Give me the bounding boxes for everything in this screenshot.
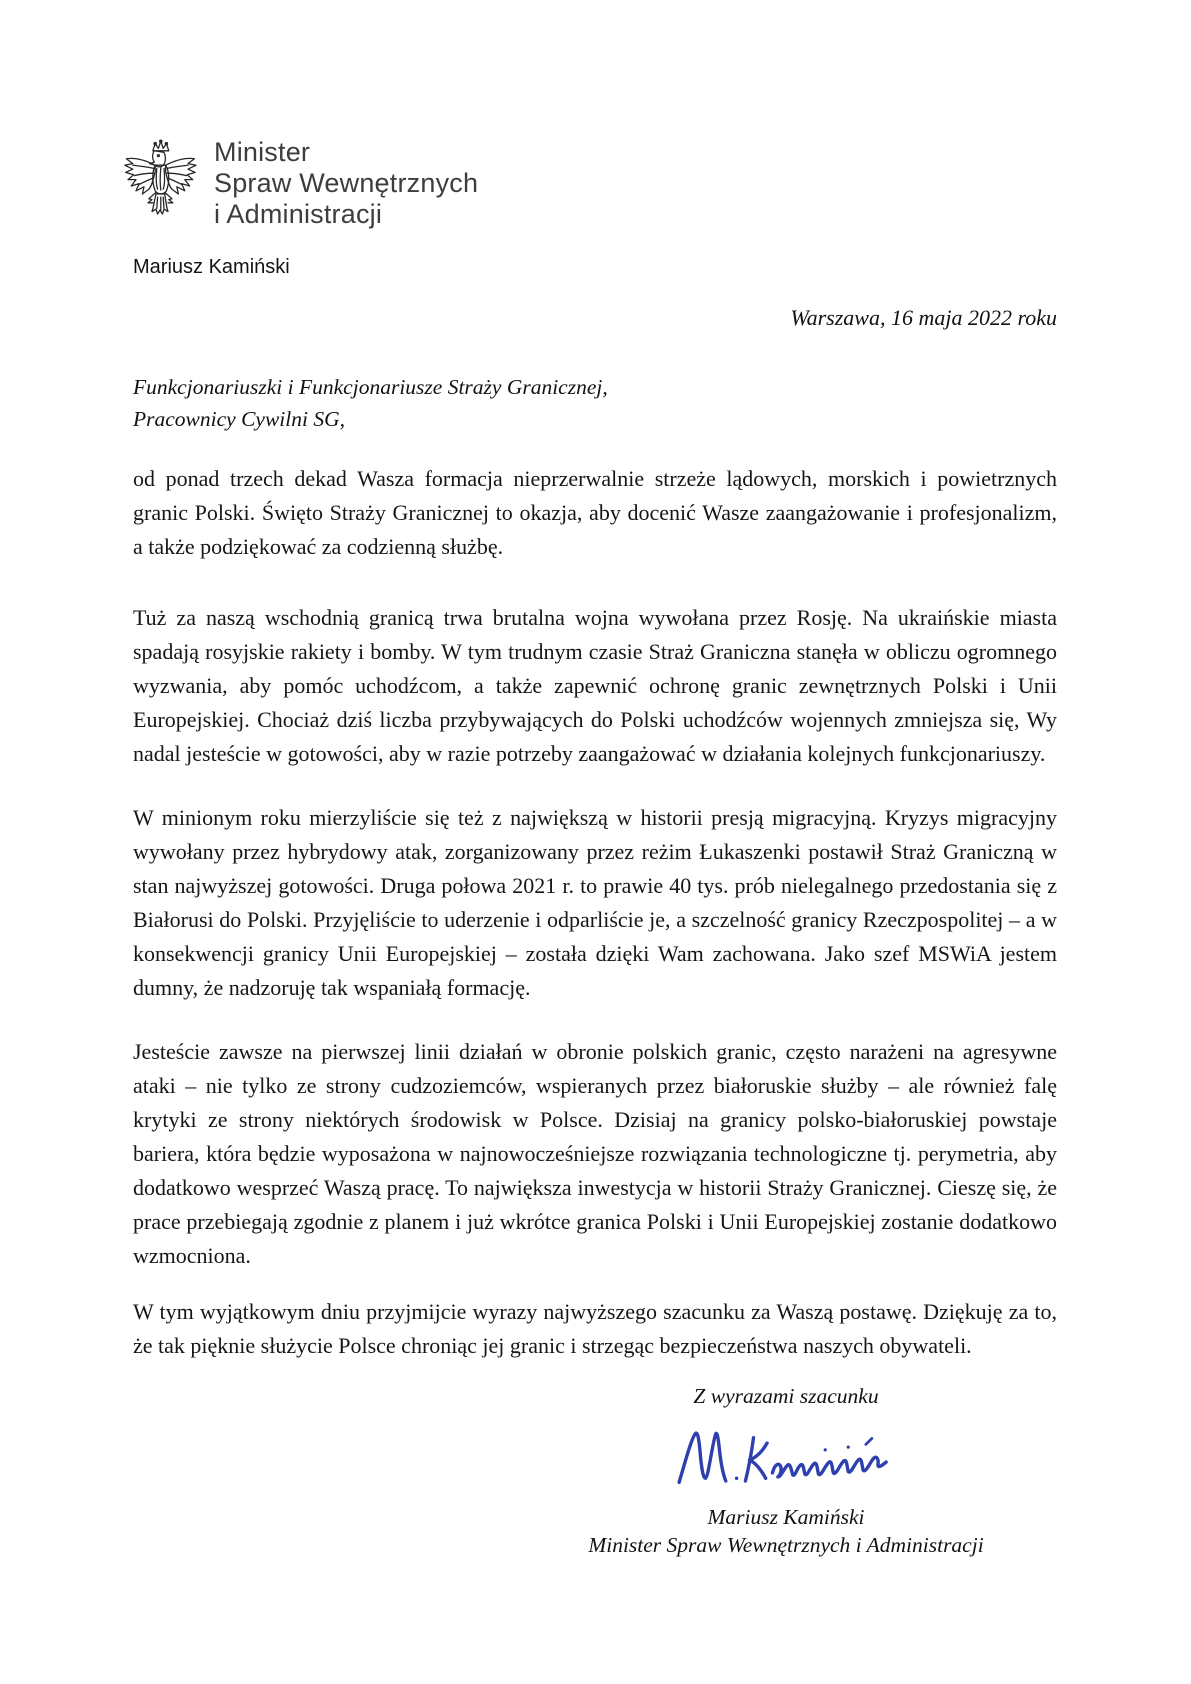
date-line: Warszawa, 16 maja 2022 roku: [790, 305, 1057, 330]
signature-image: [671, 1423, 901, 1493]
salutation-line2: Pracownicy Cywilni SG,: [133, 407, 345, 431]
body-paragraph-4: Jesteście zawsze na pierwszej linii działań w obronie polskich granic, często narażeni na agresywne ataki – nie tylko ze strony cudzoziemców, wspieranych przez białoruskie służby – ale również falę krytyki ze strony niektórych środowisk w Polsce. Dzisiaj na granicy polsko-białoruskiej powstaje bariera, która będzie wyposażona w najnowocześniejsze rozwiązania technologiczne tj. perymetria, aby dodatkowo wesprzeć Waszą pracę. To największa inwestycja w historii Straży Granicznej. Cieszę się, że prace przebiegają zgodnie z planem i już wkrótce granica Polski i Unii Europejskiej zostanie dodatkowo wzmocniona.: [133, 1039, 1057, 1268]
body-paragraph-1: od ponad trzech dekad Wasza formacja nieprzerwalnie strzeże lądowych, morskich i powietrznych granic Polski. Święto Straży Granicznej to okazja, aby docenić Wasze zaangażowanie i profesjonalizm, a także podziękować za codzienną służbę.: [133, 466, 1057, 559]
ministry-title: [214, 137, 478, 230]
body-paragraph-5: W tym wyjątkowym dniu przyjmijcie wyrazy najwyższego szacunku za Waszą postawę. Dziękuję za to, że tak pięknie służycie Polsce chroniąc jej granic i strzegąc bezpieczeństwa naszych obywateli.: [133, 1299, 1057, 1358]
valediction: Z wyrazami szacunku: [693, 1384, 879, 1408]
signer-name: Mariusz Kamiński: [707, 1505, 865, 1529]
ministry-title-line2: Spraw Wewnętrznych: [214, 168, 479, 198]
ministry-title-line3: i Administracji: [214, 199, 383, 229]
sender-name: Mariusz Kamiński: [133, 256, 290, 278]
closing-block: [546, 1384, 1026, 1559]
salutation-line1: Funkcjonariuszki i Funkcjonariusze Straży Granicznej,: [133, 375, 608, 399]
letterhead: [118, 138, 1191, 230]
polish-eagle-emblem: [118, 138, 202, 226]
letter-body: [133, 462, 1057, 1363]
body-paragraph-3: W minionym roku mierzyliście się też z największą w historii presją migracyjną. Kryzys migracyjny wywołany przez hybrydowy atak, zorganizowany przez reżim Łukaszenki postawił Straż Graniczną w stan najwyższej gotowości. Druga połowa 2021 r. to prawie 40 tys. prób nielegalnego przedostania się z Białorusi do Polski. Przyjęliście to uderzenie i odparliście je, a szczelność granicy Rzeczpospolitej – a w konsekwencji granicy Unii Europejskiej – została dzięki Wam zachowana. Jako szef MSWiA jestem dumny, że nadzoruję tak wspaniałą formację.: [133, 805, 1057, 1000]
signer-title: Minister Spraw Wewnętrznych i Administracji: [588, 1533, 984, 1557]
salutation: [133, 371, 1058, 435]
ministry-title-line1: Minister: [214, 137, 311, 167]
body-paragraph-2: Tuż za naszą wschodnią granicą trwa brutalna wojna wywołana przez Rosję. Na ukraińskie miasta spadają rosyjskie rakiety i bomby. W tym trudnym czasie Straż Graniczna stanęła w obliczu ogromnego wyzwania, aby pomóc uchodźcom, a także zapewnić ochronę granic zewnętrznych Polski i Unii Europejskiej. Chociaż dziś liczba przybywających do Polski uchodźców wojennych zmniejsza się, Wy nadal jesteście w gotowości, aby w razie potrzeby zaangażować w działania kolejnych funkcjonariuszy.: [133, 605, 1057, 766]
